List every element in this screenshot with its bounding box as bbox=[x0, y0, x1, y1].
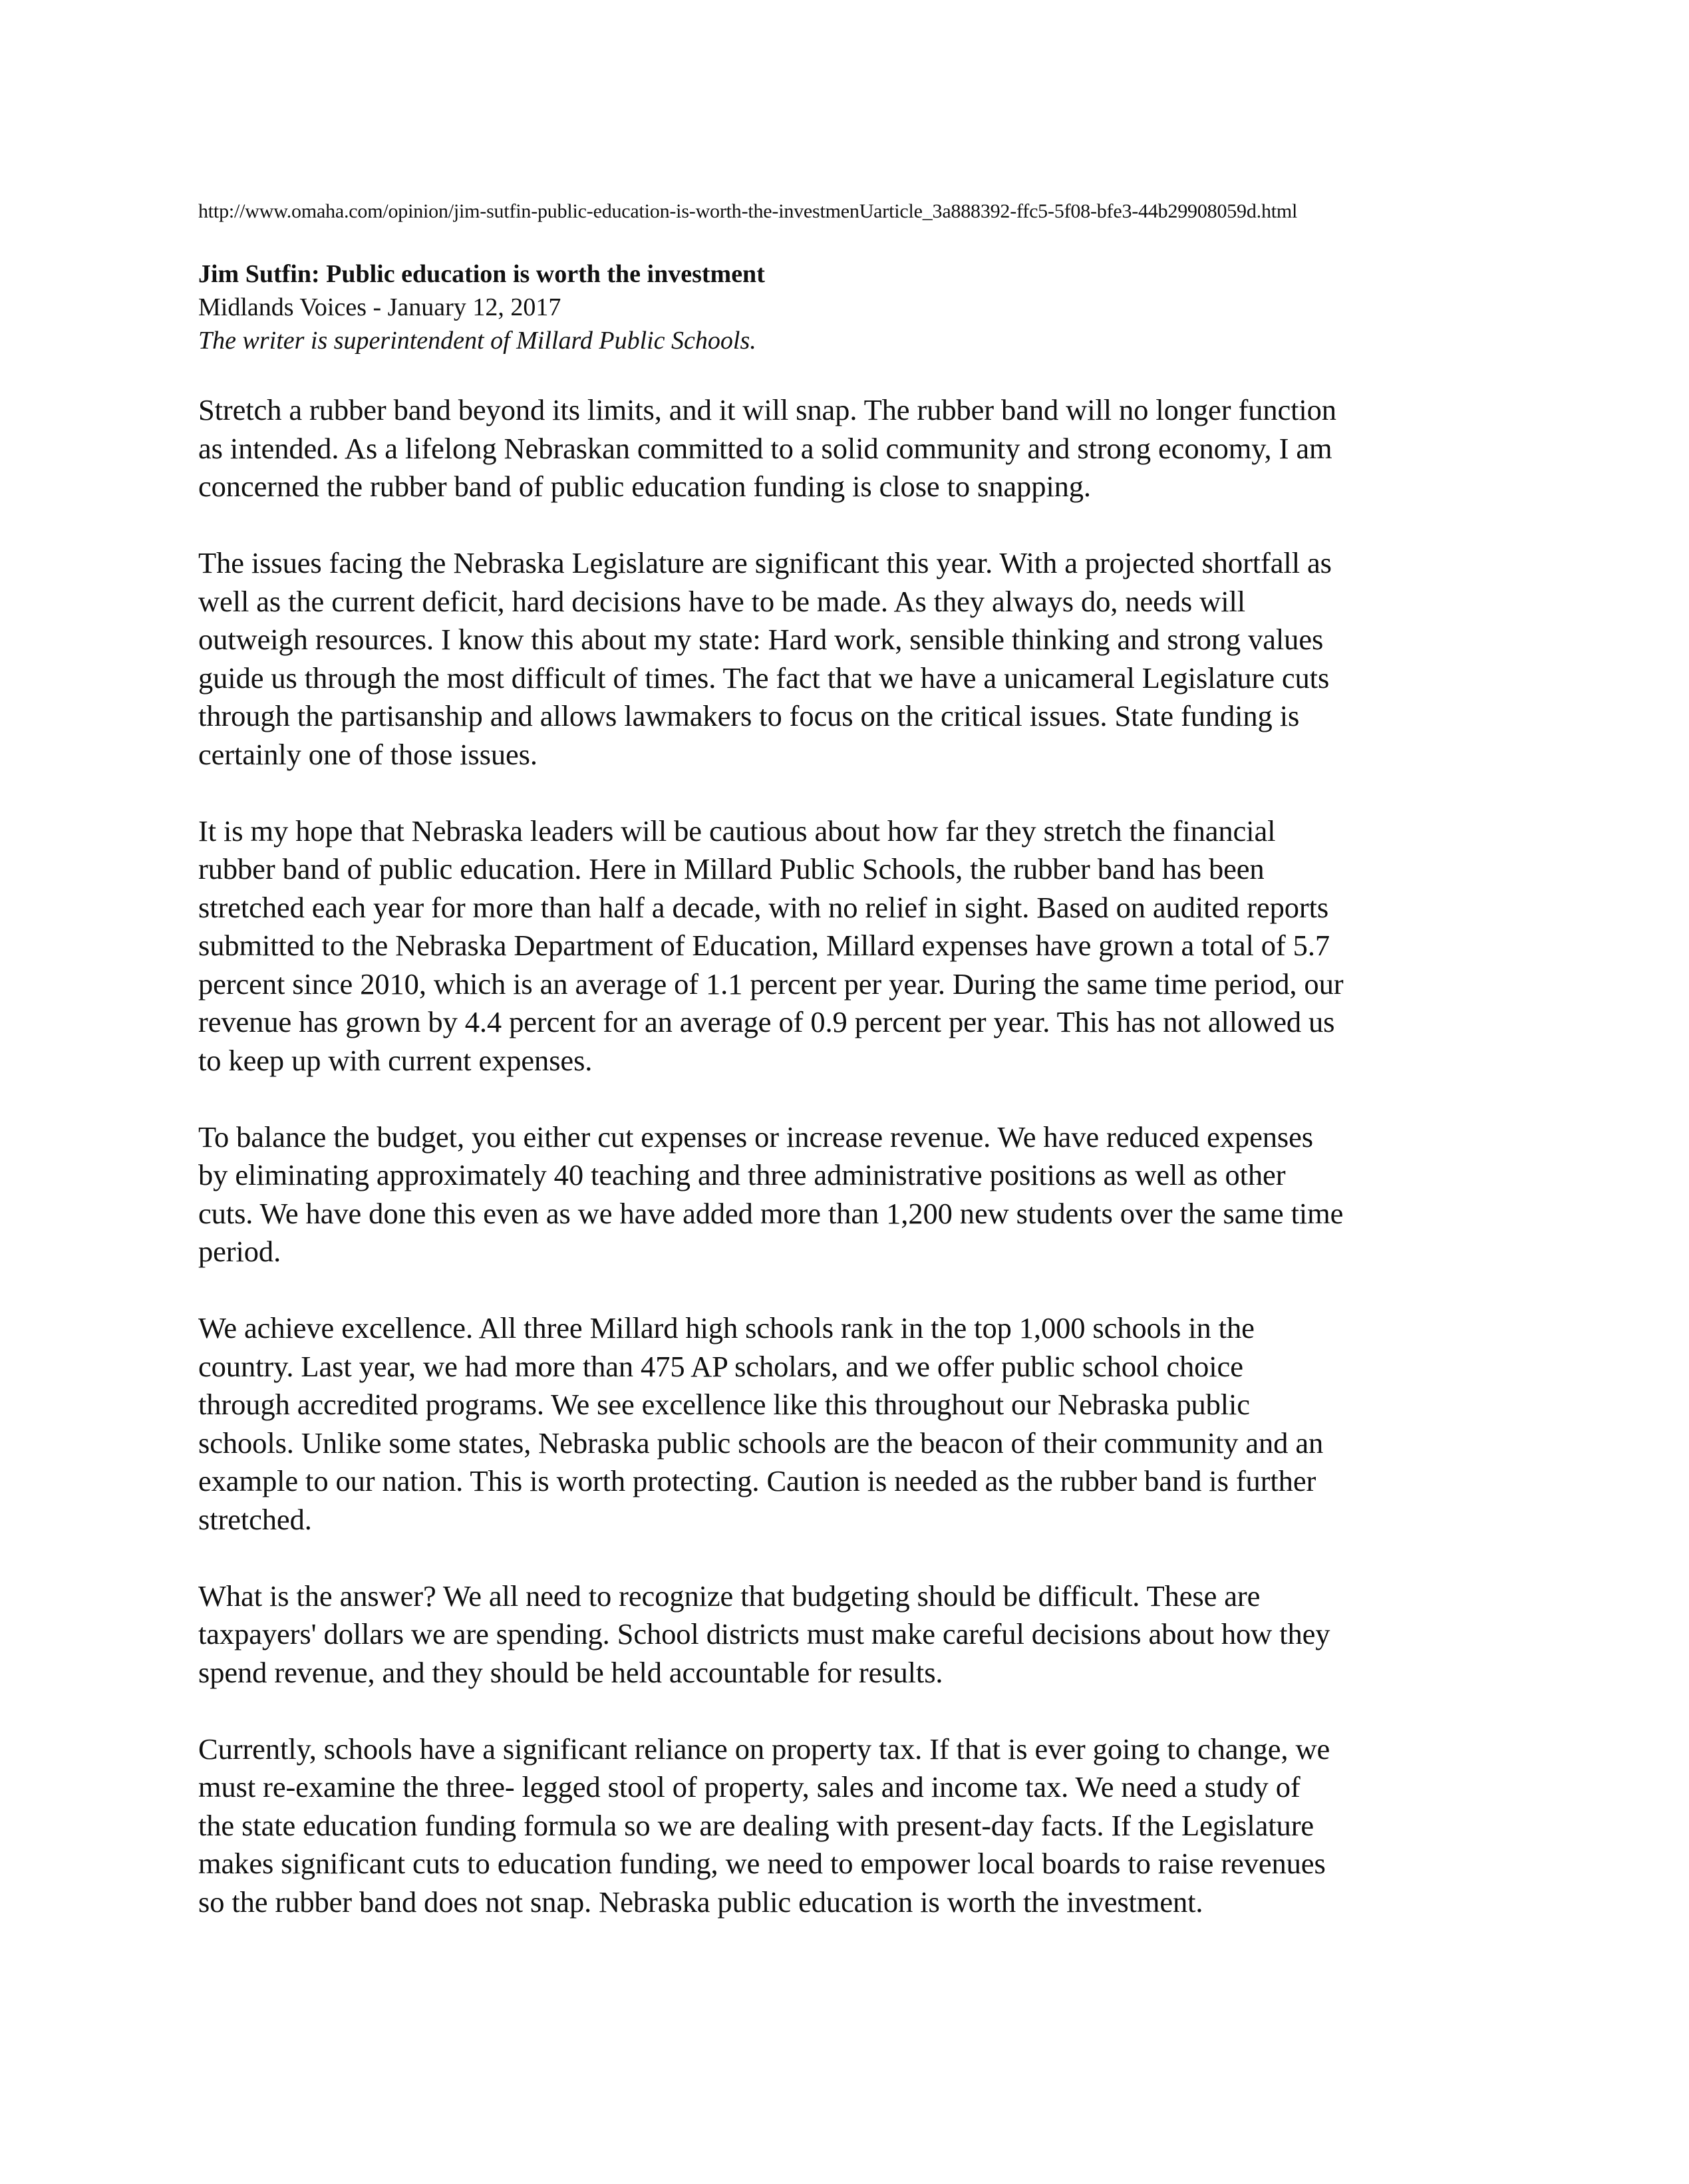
paragraph bbox=[198, 1118, 1519, 1271]
paragraph-line: revenue has grown by 4.4 percent for an average of 0.9 percent per year. This has not allowed us bbox=[198, 1005, 1335, 1038]
paragraph-line: stretched. bbox=[198, 1502, 312, 1536]
paragraph-line: cuts. We have done this even as we have added more than 1,200 new students over the same time bbox=[198, 1196, 1344, 1230]
paragraph-line: Stretch a rubber band beyond its limits, and it will snap. The rubber band will no longer function bbox=[198, 393, 1336, 426]
paragraph-line: period. bbox=[198, 1235, 281, 1268]
paragraph-line: It is my hope that Nebraska leaders will be cautious about how far they stretch the financial bbox=[198, 814, 1276, 848]
paragraph-line: to keep up with current expenses. bbox=[198, 1043, 593, 1077]
paragraph bbox=[198, 1730, 1519, 1922]
paragraph-line: percent since 2010, which is an average of 1.1 percent per year. During the same time period, our bbox=[198, 967, 1344, 1001]
source-url: http://www.omaha.com/opinion/jim-sutfin-public-education-is-worth-the-investmenUarticle_3a888392-ffc5-5f08-bfe3-44b29908059d.html bbox=[198, 200, 1298, 222]
paragraph-line: We achieve excellence. All three Millard high schools rank in the top 1,000 schools in the bbox=[198, 1311, 1255, 1344]
article-body bbox=[198, 391, 1519, 1960]
paragraph-line: certainly one of those issues. bbox=[198, 737, 537, 771]
paragraph-line: makes significant cuts to education funding, we need to empower local boards to raise revenues bbox=[198, 1847, 1326, 1880]
paragraph-line: stretched each year for more than half a decade, with no relief in sight. Based on audited reports bbox=[198, 890, 1329, 924]
paragraph-line: spend revenue, and they should be held accountable for results. bbox=[198, 1655, 943, 1689]
paragraph bbox=[198, 544, 1519, 774]
paragraph-line: through the partisanship and allows lawmakers to focus on the critical issues. State funding is bbox=[198, 699, 1300, 732]
paragraph-line: example to our nation. This is worth protecting. Caution is needed as the rubber band is further bbox=[198, 1464, 1316, 1497]
paragraph-line: concerned the rubber band of public education funding is close to snapping. bbox=[198, 470, 1091, 503]
paragraph-line: well as the current deficit, hard decisions have to be made. As they always do, needs will bbox=[198, 584, 1245, 618]
paragraph-line: country. Last year, we had more than 475 AP scholars, and we offer public school choice bbox=[198, 1349, 1243, 1383]
paragraph bbox=[198, 1577, 1519, 1692]
paragraph-line: submitted to the Nebraska Department of Education, Millard expenses have grown a total of 5.7 bbox=[198, 929, 1330, 962]
paragraph bbox=[198, 1309, 1519, 1539]
paragraph-line: through accredited programs. We see excellence like this throughout our Nebraska public bbox=[198, 1388, 1250, 1421]
paragraph-line: so the rubber band does not snap. Nebraska public education is worth the investment. bbox=[198, 1885, 1203, 1919]
paragraph-line: schools. Unlike some states, Nebraska public schools are the beacon of their community and an bbox=[198, 1426, 1324, 1460]
paragraph bbox=[198, 812, 1519, 1080]
paragraph-line: must re-examine the three- legged stool of property, sales and income tax. We need a study of bbox=[198, 1770, 1301, 1803]
paragraph-line: taxpayers' dollars we are spending. School districts must make careful decisions about how they bbox=[198, 1617, 1330, 1650]
paragraph-line: The issues facing the Nebraska Legislature are significant this year. With a projected shortfall as bbox=[198, 546, 1332, 579]
paragraph-line: as intended. As a lifelong Nebraskan committed to a solid community and strong economy, I am bbox=[198, 431, 1332, 465]
paragraph bbox=[198, 391, 1519, 506]
article-title: Jim Sutfin: Public education is worth the investment bbox=[198, 260, 765, 288]
paragraph-line: the state education funding formula so we are dealing with present-day facts. If the Legislature bbox=[198, 1808, 1314, 1842]
paragraph-line: rubber band of public education. Here in Millard Public Schools, the rubber band has been bbox=[198, 852, 1265, 885]
article-header bbox=[198, 257, 1462, 357]
author-note: The writer is superintendent of Millard Public Schools. bbox=[198, 327, 756, 355]
paragraph-line: by eliminating approximately 40 teaching and three administrative positions as well as other bbox=[198, 1158, 1286, 1191]
article-byline: Midlands Voices - January 12, 2017 bbox=[198, 293, 561, 321]
paragraph-line: What is the answer? We all need to recognize that budgeting should be difficult. These are bbox=[198, 1579, 1261, 1613]
paragraph-line: Currently, schools have a significant reliance on property tax. If that is ever going to change, we bbox=[198, 1732, 1330, 1766]
paragraph-line: guide us through the most difficult of times. The fact that we have a unicameral Legislature cuts bbox=[198, 661, 1330, 695]
paragraph-line: To balance the budget, you either cut expenses or increase revenue. We have reduced expenses bbox=[198, 1120, 1314, 1154]
paragraph-line: outweigh resources. I know this about my state: Hard work, sensible thinking and strong values bbox=[198, 623, 1324, 656]
